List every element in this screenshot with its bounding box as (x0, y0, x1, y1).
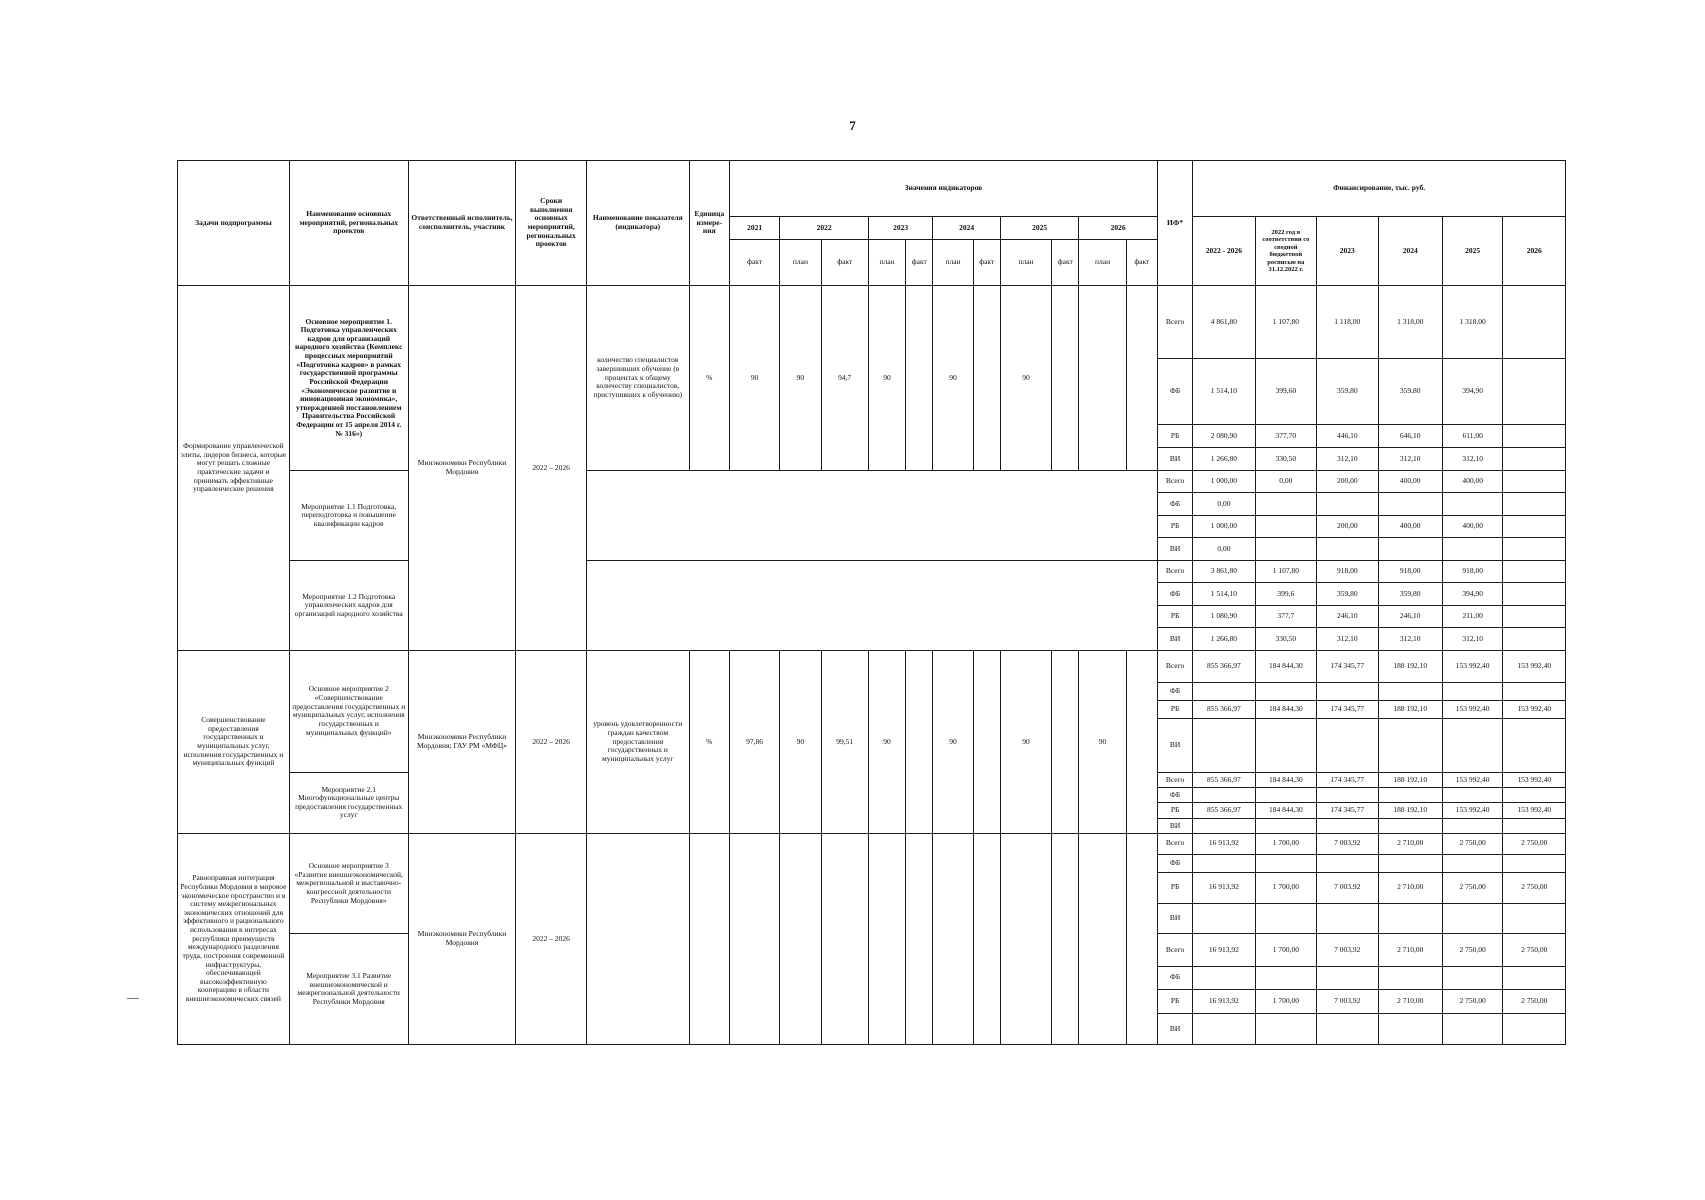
header-indicator-name: Наименование показателя (индикатора) (586, 161, 689, 286)
fin-value: 4 861,80 (1193, 285, 1255, 359)
fin-value: 174 345,77 (1317, 803, 1378, 818)
indicator-value (1079, 834, 1126, 1045)
fin-value: 16 913,92 (1193, 834, 1255, 854)
responsible-cell: Минэкономики Республики Мордовия; ГАУ РМ «МФЦ» (408, 650, 516, 833)
fin-value (1317, 788, 1378, 803)
fin-value (1442, 1014, 1502, 1045)
fin-value: 200,00 (1317, 470, 1378, 493)
fin-value: 446,10 (1317, 424, 1378, 448)
fin-value (1255, 515, 1316, 538)
indicator-value: 90 (780, 650, 821, 833)
fin-value (1503, 285, 1566, 359)
fin-value: 2 710,00 (1378, 989, 1442, 1014)
fin-value (1442, 818, 1502, 833)
fin-value: 1 118,00 (1317, 285, 1378, 359)
indicator-value (780, 834, 821, 1045)
fin-value: 1 107,80 (1255, 560, 1316, 583)
fin-value: 2 750,00 (1503, 989, 1566, 1014)
fin-value: 1 318,00 (1442, 285, 1502, 359)
fin-value (1503, 682, 1566, 700)
fin-value: 211,00 (1442, 605, 1502, 628)
fin-value (1378, 682, 1442, 700)
fin-value: 184 844,30 (1255, 772, 1316, 787)
fin-value: 2 750,00 (1503, 934, 1566, 967)
indicator-value (933, 834, 973, 1045)
indicator-unit: % (689, 650, 729, 833)
if-label: ВИ (1157, 628, 1192, 651)
fin-value: 1 318,00 (1378, 285, 1442, 359)
fin-value: 611,00 (1442, 424, 1502, 448)
if-label: ФБ (1157, 788, 1192, 803)
fin-value: 2 750,00 (1442, 834, 1502, 854)
fin-value: 1 700,00 (1255, 872, 1316, 903)
indicator-value (1079, 285, 1126, 470)
fin-value (1255, 1014, 1316, 1045)
if-label: ФБ (1157, 854, 1192, 872)
fin-value: 1 000,00 (1193, 470, 1255, 493)
fin-value (1378, 854, 1442, 872)
if-label: ФБ (1157, 493, 1192, 516)
fin-value: 1 700,00 (1255, 834, 1316, 854)
fin-value (1255, 493, 1316, 516)
fin-value (1317, 719, 1378, 772)
header-fact: факт (1126, 239, 1157, 285)
if-label: ФБ (1157, 682, 1192, 700)
fin-value: 188 192,10 (1378, 772, 1442, 787)
fin-value: 2 710,00 (1378, 834, 1442, 854)
fin-value (1378, 967, 1442, 990)
empty-indicator-block (586, 470, 1157, 560)
header-fact: факт (1052, 239, 1079, 285)
if-label: Всего (1157, 650, 1192, 682)
indicator-value (1126, 650, 1157, 833)
fin-value (1442, 719, 1502, 772)
fin-value: 153 992,40 (1442, 803, 1502, 818)
fin-value: 359,80 (1317, 583, 1378, 606)
indicator-value: 90 (933, 285, 973, 470)
fin-value: 312,10 (1442, 628, 1502, 651)
main-measure-name: Основное мероприятие 1. Подготовка управленческих кадров для организаций народного хозяйства (Комплекс процессных мероприятий «Подготовка кадров» в рамках государственной программы Российской Федерации «Экономическое развитие и инновационная экономика», утвержденной постановлением Правительства Российской Федерации от 15 апреля 2014 г. № 316») (289, 285, 408, 470)
sub-measure-name: Мероприятие 2.1 Многофункциональные центры предоставления государственных услуг (289, 772, 408, 833)
fin-value: 3 861,80 (1193, 560, 1255, 583)
header-plan: план (933, 239, 973, 285)
fin-value: 400,00 (1378, 515, 1442, 538)
header-plan: план (1000, 239, 1051, 285)
indicator-value (1052, 285, 1079, 470)
fin-value: 400,00 (1378, 470, 1442, 493)
fin-value: 394,90 (1442, 583, 1502, 606)
if-label: РБ (1157, 872, 1192, 903)
fin-value: 312,10 (1317, 448, 1378, 471)
fin-value (1503, 903, 1566, 934)
fin-value (1255, 967, 1316, 990)
if-label: РБ (1157, 803, 1192, 818)
fin-value: 184 844,30 (1255, 803, 1316, 818)
indicator-value: 90 (868, 285, 905, 470)
if-label: ФБ (1157, 967, 1192, 990)
fin-value (1317, 682, 1378, 700)
fin-value: 359,80 (1317, 359, 1378, 424)
fin-value (1193, 682, 1255, 700)
fin-value (1503, 628, 1566, 651)
if-label: РБ (1157, 424, 1192, 448)
if-label: ВИ (1157, 1014, 1192, 1045)
fin-value: 399,6 (1255, 583, 1316, 606)
fin-value: 153 992,40 (1503, 803, 1566, 818)
fin-value (1378, 719, 1442, 772)
if-label: РБ (1157, 989, 1192, 1014)
header-unit: Единица измере-ния (689, 161, 729, 286)
fin-value: 188 192,10 (1378, 803, 1442, 818)
fin-value: 2 710,00 (1378, 872, 1442, 903)
fin-value: 312,10 (1378, 448, 1442, 471)
header-plan: план (780, 239, 821, 285)
fin-value (1503, 967, 1566, 990)
program-table (177, 160, 1566, 1045)
fin-value (1193, 818, 1255, 833)
if-label: Всего (1157, 934, 1192, 967)
header-if: ИФ* (1157, 161, 1192, 286)
fin-value (1503, 470, 1566, 493)
fin-value: 7 003,92 (1317, 834, 1378, 854)
header-fact: факт (973, 239, 1000, 285)
header-financing-title: Финансирование, тыс. руб. (1193, 161, 1566, 217)
fin-value: 1 266,80 (1193, 448, 1255, 471)
fin-value: 246,10 (1317, 605, 1378, 628)
fin-value (1378, 538, 1442, 561)
indicator-value: 90 (1079, 650, 1126, 833)
if-label: ВИ (1157, 719, 1192, 772)
fin-value (1503, 424, 1566, 448)
indicator-unit (689, 834, 729, 1045)
fin-value: 312,10 (1378, 628, 1442, 651)
task-cell: Совершенствование предоставления государственных и муниципальных услуг, исполнения государственных и муниципальных функций (178, 650, 290, 833)
dates-cell: 2022 – 2026 (516, 650, 587, 833)
responsible-cell: Минэкономики Республики Мордовия (408, 285, 516, 650)
header-tasks: Задачи подпрограммы (178, 161, 290, 286)
fin-value: 174 345,77 (1317, 650, 1378, 682)
header-fin-year: 2024 (1378, 217, 1442, 286)
indicator-value (1126, 834, 1157, 1045)
if-label: ВИ (1157, 818, 1192, 833)
header-plan: план (868, 239, 905, 285)
fin-value (1255, 854, 1316, 872)
fin-value (1442, 493, 1502, 516)
fin-value (1442, 903, 1502, 934)
if-label: Всего (1157, 772, 1192, 787)
fin-value (1378, 493, 1442, 516)
indicator-value (906, 285, 933, 470)
fin-value: 2 750,00 (1503, 872, 1566, 903)
header-measures: Наименование основных мероприятий, региональных проектов (289, 161, 408, 286)
fin-value (1317, 818, 1378, 833)
indicator-name (586, 834, 689, 1045)
fin-value: 7 003,92 (1317, 934, 1378, 967)
indicator-name: количество специалистов завершивших обучение (в процентах к общему количеству специалистов, приступивших к обучению) (586, 285, 689, 470)
if-label: РБ (1157, 515, 1192, 538)
fin-value: 1 107,80 (1255, 285, 1316, 359)
fin-value: 855 366,97 (1193, 772, 1255, 787)
fin-value (1317, 903, 1378, 934)
fin-value: 330,50 (1255, 448, 1316, 471)
fin-value: 400,00 (1442, 515, 1502, 538)
fin-value: 918,00 (1378, 560, 1442, 583)
header-year: 2022 (780, 217, 869, 240)
task-cell: Формирование управленческой элиты, лидеров бизнеса, которые могут решать сложные практические задачи и принимать эффективные управленческие решения (178, 285, 290, 650)
fin-value: 359,80 (1378, 583, 1442, 606)
fin-value (1378, 903, 1442, 934)
fin-value (1317, 854, 1378, 872)
main-measure-name: Основное мероприятие 3 «Развитие внешнеэкономической, межрегиональной и выставочно-конгрессной деятельности Республики Мордовия» (289, 834, 408, 934)
fin-value (1255, 788, 1316, 803)
fin-value: 646,10 (1378, 424, 1442, 448)
fin-value (1317, 493, 1378, 516)
fin-value (1378, 1014, 1442, 1045)
fin-value: 399,60 (1255, 359, 1316, 424)
page-number: 7 (849, 118, 856, 133)
header-fin-year: 2025 (1442, 217, 1502, 286)
fin-value (1442, 682, 1502, 700)
fin-value: 0,00 (1193, 493, 1255, 516)
indicator-value: 90 (1000, 650, 1051, 833)
fin-value (1503, 818, 1566, 833)
fin-value: 2 750,00 (1442, 989, 1502, 1014)
header-year: 2025 (1000, 217, 1079, 240)
fin-value: 312,10 (1442, 448, 1502, 471)
fin-value: 7 003,92 (1317, 989, 1378, 1014)
if-label: ФБ (1157, 583, 1192, 606)
if-label: Всего (1157, 285, 1192, 359)
fin-value: 16 913,92 (1193, 934, 1255, 967)
header-fin-2022-note: 2022 год в соответствии со сводной бюджетной росписью на 31.12.2022 г. (1255, 217, 1316, 286)
header-year: 2023 (868, 217, 932, 240)
header-responsible: Ответственный исполнитель, соисполнитель, участник (408, 161, 516, 286)
fin-value: 2 710,00 (1378, 934, 1442, 967)
dates-cell: 2022 – 2026 (516, 834, 587, 1045)
scan-mark (127, 998, 139, 999)
fin-value: 16 913,92 (1193, 989, 1255, 1014)
fin-value (1503, 359, 1566, 424)
fin-value (1503, 448, 1566, 471)
fin-value (1255, 538, 1316, 561)
indicator-value (973, 650, 1000, 833)
header-fact: факт (821, 239, 868, 285)
fin-value: 400,00 (1442, 470, 1502, 493)
indicator-value: 94,7 (821, 285, 868, 470)
fin-value (1193, 903, 1255, 934)
header-indicators-title: Значения индикаторов (729, 161, 1157, 217)
fin-value (1193, 719, 1255, 772)
fin-value: 377,70 (1255, 424, 1316, 448)
fin-value: 1 000,00 (1193, 515, 1255, 538)
fin-value (1442, 538, 1502, 561)
if-label: ВИ (1157, 448, 1192, 471)
indicator-value (1052, 834, 1079, 1045)
fin-value (1255, 719, 1316, 772)
header-fin-2022-2026: 2022 - 2026 (1193, 217, 1255, 286)
indicator-value: 99,51 (821, 650, 868, 833)
indicator-value: 90 (933, 650, 973, 833)
indicator-value (729, 834, 779, 1045)
indicator-value (1000, 834, 1051, 1045)
fin-value: 153 992,40 (1442, 701, 1502, 719)
header-plan: план (1079, 239, 1126, 285)
fin-value: 188 192,10 (1378, 650, 1442, 682)
fin-value: 1 080,90 (1193, 605, 1255, 628)
indicator-value (1126, 285, 1157, 470)
fin-value: 1 700,00 (1255, 934, 1316, 967)
fin-value (1378, 818, 1442, 833)
fin-value (1317, 538, 1378, 561)
fin-value: 174 345,77 (1317, 701, 1378, 719)
fin-value: 1 700,00 (1255, 989, 1316, 1014)
fin-value (1503, 1014, 1566, 1045)
fin-value (1503, 854, 1566, 872)
if-label: ФБ (1157, 359, 1192, 424)
fin-value: 312,10 (1317, 628, 1378, 651)
fin-value: 184 844,30 (1255, 701, 1316, 719)
indicator-value: 90 (729, 285, 779, 470)
if-label: Всего (1157, 834, 1192, 854)
indicator-name: уровень удовлетворенности граждан качеством предоставления государственных и муниципальных услуг (586, 650, 689, 833)
fin-value: 918,00 (1317, 560, 1378, 583)
responsible-cell: Минэкономики Республики Мордовия (408, 834, 516, 1045)
fin-value (1442, 967, 1502, 990)
fin-value: 200,00 (1317, 515, 1378, 538)
fin-value: 1 514,10 (1193, 583, 1255, 606)
fin-value (1317, 1014, 1378, 1045)
header-year: 2021 (729, 217, 779, 240)
indicator-value (821, 834, 868, 1045)
if-label: ВИ (1157, 903, 1192, 934)
fin-value (1193, 788, 1255, 803)
indicator-value: 90 (780, 285, 821, 470)
fin-value: 2 080,90 (1193, 424, 1255, 448)
header-dates: Сроки выполнения основных мероприятий, региональных проектов (516, 161, 587, 286)
fin-value: 1 514,10 (1193, 359, 1255, 424)
main-measure-name: Основное мероприятие 2 «Совершенствование предоставления государственных и муниципальных услуг, исполнения государственных и муниципальных функций» (289, 650, 408, 772)
if-label: Всего (1157, 470, 1192, 493)
fin-value (1503, 560, 1566, 583)
fin-value: 394,90 (1442, 359, 1502, 424)
fin-value: 153 992,40 (1503, 772, 1566, 787)
fin-value: 153 992,40 (1503, 650, 1566, 682)
header-fin-year: 2023 (1317, 217, 1378, 286)
fin-value (1193, 967, 1255, 990)
if-label: РБ (1157, 701, 1192, 719)
fin-value: 7 003,92 (1317, 872, 1378, 903)
fin-value: 377,7 (1255, 605, 1316, 628)
fin-value: 2 750,00 (1503, 834, 1566, 854)
indicator-unit: % (689, 285, 729, 470)
fin-value: 359,80 (1378, 359, 1442, 424)
fin-value: 2 750,00 (1442, 872, 1502, 903)
header-fact: факт (906, 239, 933, 285)
indicator-value (868, 834, 905, 1045)
header-year: 2026 (1079, 217, 1158, 240)
fin-value (1503, 788, 1566, 803)
indicator-value (906, 834, 933, 1045)
fin-value (1503, 605, 1566, 628)
fin-value: 246,10 (1378, 605, 1442, 628)
fin-value (1317, 967, 1378, 990)
fin-value (1503, 583, 1566, 606)
fin-value (1255, 903, 1316, 934)
fin-value: 153 992,40 (1503, 701, 1566, 719)
fin-value (1193, 854, 1255, 872)
if-label: Всего (1157, 560, 1192, 583)
fin-value: 16 913,92 (1193, 872, 1255, 903)
indicator-value: 90 (868, 650, 905, 833)
fin-value (1255, 818, 1316, 833)
fin-value: 1 266,80 (1193, 628, 1255, 651)
indicator-value: 90 (1000, 285, 1051, 470)
fin-value: 184 844,30 (1255, 650, 1316, 682)
indicator-value: 97,86 (729, 650, 779, 833)
sub-measure-name: Мероприятие 1.2 Подготовка управленческих кадров для организаций народного хозяйства (289, 560, 408, 650)
header-year: 2024 (933, 217, 1000, 240)
sub-measure-name: Мероприятие 3.1 Развитие внешнеэкономической и межрегиональной деятельности Республики Мордовия (289, 934, 408, 1045)
fin-value (1503, 493, 1566, 516)
fin-value: 330,50 (1255, 628, 1316, 651)
if-label: РБ (1157, 605, 1192, 628)
fin-value (1442, 788, 1502, 803)
fin-value (1378, 788, 1442, 803)
fin-value: 2 750,00 (1442, 934, 1502, 967)
fin-value (1442, 854, 1502, 872)
indicator-value (906, 650, 933, 833)
fin-value: 855 366,97 (1193, 701, 1255, 719)
fin-value: 855 366,97 (1193, 803, 1255, 818)
header-fact: факт (729, 239, 779, 285)
fin-value (1503, 515, 1566, 538)
fin-value: 855 366,97 (1193, 650, 1255, 682)
indicator-value (1052, 650, 1079, 833)
empty-indicator-block (586, 560, 1157, 650)
fin-value: 0,00 (1255, 470, 1316, 493)
fin-value (1255, 682, 1316, 700)
fin-value (1503, 538, 1566, 561)
indicator-value (973, 834, 1000, 1045)
fin-value: 188 192,10 (1378, 701, 1442, 719)
fin-value: 0,00 (1193, 538, 1255, 561)
header-fin-year: 2026 (1503, 217, 1566, 286)
dates-cell: 2022 – 2026 (516, 285, 587, 650)
fin-value (1503, 719, 1566, 772)
task-cell: Равноправная интеграция Республики Мордовия в мировое экономическое пространство и в систему межрегиональных экономических отношений для эффективного и рационального использования в интересах республики преимуществ международного разделения труда, построения современной инфраструктуры, обеспечивающей высокоэффективную кооперацию в области внешнеэкономических связей (178, 834, 290, 1045)
if-label: ВИ (1157, 538, 1192, 561)
fin-value: 918,00 (1442, 560, 1502, 583)
sub-measure-name: Мероприятие 1.1 Подготовка, переподготовка и повышение квалификации кадров (289, 470, 408, 560)
fin-value: 153 992,40 (1442, 772, 1502, 787)
indicator-value (973, 285, 1000, 470)
fin-value: 153 992,40 (1442, 650, 1502, 682)
fin-value: 174 345,77 (1317, 772, 1378, 787)
fin-value (1193, 1014, 1255, 1045)
